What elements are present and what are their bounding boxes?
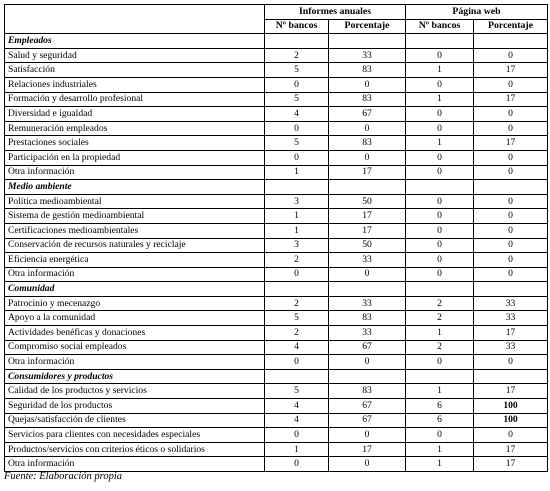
row-label: Actividades benéficas y donaciones [5,326,265,341]
header-porcentaje-web: Porcentaje [474,19,548,34]
cell-n-bancos-informes: 0 [265,428,329,443]
cell-porcentaje-web: 33 [474,296,548,311]
cell-n-bancos-web: 1 [406,384,474,399]
data-table [4,4,548,472]
cell-n-bancos-web: 0 [406,355,474,370]
row-label: Otra información [5,457,265,472]
table-row [5,457,548,472]
row-label: Certificaciones medioambientales [5,223,265,238]
cell-porcentaje-web: 17 [474,326,548,341]
cell-n-bancos-web: 0 [406,428,474,443]
section-blank-cell [406,180,474,195]
section-title: Empleados [5,34,265,49]
cell-n-bancos-informes: 0 [265,121,329,136]
cell-porcentaje-informes: 83 [329,136,406,151]
table-row [5,77,548,92]
row-label: Participación en la propiedad [5,150,265,165]
cell-n-bancos-informes: 4 [265,107,329,122]
cell-porcentaje-informes: 17 [329,165,406,180]
cell-n-bancos-informes: 2 [265,296,329,311]
cell-n-bancos-informes: 2 [265,326,329,341]
cell-porcentaje-informes: 33 [329,296,406,311]
section-blank-cell [265,180,329,195]
cell-porcentaje-web: 0 [474,223,548,238]
cell-porcentaje-web: 100 [474,399,548,414]
cell-porcentaje-informes: 33 [329,48,406,63]
cell-n-bancos-informes: 1 [265,165,329,180]
section-blank-cell [265,369,329,384]
cell-porcentaje-informes: 83 [329,63,406,78]
table-row [5,48,548,63]
cell-porcentaje-web: 0 [474,48,548,63]
table-row [5,194,548,209]
row-label: Patrocinio y mecenazgo [5,296,265,311]
row-label: Eficiencia energética [5,253,265,268]
cell-porcentaje-informes: 0 [329,428,406,443]
table-row [5,150,548,165]
cell-porcentaje-informes: 17 [329,442,406,457]
cell-porcentaje-informes: 0 [329,457,406,472]
row-label: Diversidad e igualdad [5,107,265,122]
table-row [5,428,548,443]
cell-porcentaje-informes: 0 [329,150,406,165]
section-blank-cell [329,282,406,297]
cell-porcentaje-informes: 0 [329,77,406,92]
cell-n-bancos-informes: 0 [265,457,329,472]
cell-porcentaje-informes: 33 [329,326,406,341]
section-blank-cell [329,180,406,195]
cell-porcentaje-web: 0 [474,267,548,282]
table-row [5,121,548,136]
row-label: Calidad de los productos y servicios [5,384,265,399]
cell-n-bancos-informes: 1 [265,223,329,238]
cell-porcentaje-web: 17 [474,136,548,151]
header-porcentaje-informes: Porcentaje [329,19,406,34]
cell-porcentaje-web: 0 [474,428,548,443]
section-row [5,282,548,297]
section-row [5,180,548,195]
cell-n-bancos-web: 1 [406,326,474,341]
cell-n-bancos-web: 0 [406,238,474,253]
table-row [5,223,548,238]
section-blank-cell [474,180,548,195]
table-row [5,92,548,107]
table-row [5,442,548,457]
cell-porcentaje-informes: 0 [329,267,406,282]
cell-n-bancos-web: 2 [406,340,474,355]
cell-n-bancos-informes: 1 [265,442,329,457]
section-row [5,34,548,49]
cell-porcentaje-web: 100 [474,413,548,428]
row-label: Otra información [5,165,265,180]
cell-n-bancos-informes: 2 [265,48,329,63]
cell-porcentaje-informes: 83 [329,311,406,326]
cell-n-bancos-web: 0 [406,253,474,268]
section-blank-cell [329,369,406,384]
source-note: Fuente: Elaboración propia [4,471,123,482]
cell-porcentaje-informes: 50 [329,238,406,253]
row-label: Sistema de gestión medioambiental [5,209,265,224]
section-blank-cell [474,282,548,297]
table-header [5,5,548,34]
cell-porcentaje-informes: 17 [329,209,406,224]
header-group-pagina-web: Página web [406,5,548,20]
row-label: Conservación de recursos naturales y reciclaje [5,238,265,253]
cell-n-bancos-web: 6 [406,399,474,414]
cell-n-bancos-informes: 4 [265,340,329,355]
cell-porcentaje-web: 17 [474,384,548,399]
cell-porcentaje-web: 0 [474,77,548,92]
table-row [5,267,548,282]
cell-porcentaje-informes: 0 [329,121,406,136]
cell-porcentaje-informes: 83 [329,384,406,399]
table-row [5,136,548,151]
cell-porcentaje-web: 17 [474,92,548,107]
table-row [5,311,548,326]
cell-n-bancos-web: 0 [406,223,474,238]
cell-n-bancos-web: 6 [406,413,474,428]
section-blank-cell [265,282,329,297]
cell-porcentaje-web: 0 [474,238,548,253]
cell-porcentaje-informes: 67 [329,413,406,428]
cell-porcentaje-web: 17 [474,63,548,78]
section-blank-cell [406,282,474,297]
cell-porcentaje-web: 0 [474,121,548,136]
table-row [5,413,548,428]
cell-n-bancos-informes: 2 [265,253,329,268]
cell-porcentaje-informes: 33 [329,253,406,268]
table-row [5,340,548,355]
row-label: Prestaciones sociales [5,136,265,151]
cell-porcentaje-web: 0 [474,253,548,268]
cell-n-bancos-web: 0 [406,165,474,180]
row-label: Servicios para clientes con necesidades especiales [5,428,265,443]
cell-porcentaje-informes: 67 [329,340,406,355]
row-label: Seguridad de los productos [5,399,265,414]
cell-n-bancos-informes: 0 [265,355,329,370]
cell-n-bancos-web: 0 [406,150,474,165]
cell-n-bancos-web: 1 [406,136,474,151]
table-row [5,165,548,180]
section-blank-cell [406,34,474,49]
row-label: Otra información [5,355,265,370]
row-label: Productos/servicios con criterios éticos o solidarios [5,442,265,457]
cell-n-bancos-web: 0 [406,267,474,282]
row-label: Salud y seguridad [5,48,265,63]
cell-porcentaje-informes: 67 [329,399,406,414]
cell-n-bancos-informes: 0 [265,267,329,282]
cell-porcentaje-web: 0 [474,355,548,370]
cell-n-bancos-informes: 5 [265,92,329,107]
cell-porcentaje-informes: 83 [329,92,406,107]
cell-n-bancos-informes: 5 [265,63,329,78]
row-label: Satisfacción [5,63,265,78]
cell-porcentaje-informes: 17 [329,223,406,238]
cell-n-bancos-informes: 4 [265,399,329,414]
section-blank-cell [406,369,474,384]
row-label: Apoyo a la comunidad [5,311,265,326]
cell-n-bancos-informes: 1 [265,209,329,224]
table-row [5,63,548,78]
table-row [5,253,548,268]
table-row [5,326,548,341]
row-label: Compromiso social empleados [5,340,265,355]
cell-n-bancos-web: 1 [406,63,474,78]
section-blank-cell [265,34,329,49]
cell-n-bancos-web: 0 [406,77,474,92]
cell-n-bancos-web: 0 [406,194,474,209]
cell-n-bancos-web: 1 [406,442,474,457]
section-blank-cell [474,34,548,49]
cell-porcentaje-web: 0 [474,165,548,180]
table-row [5,107,548,122]
header-blank-cell [5,5,265,34]
header-n-bancos-informes: Nº bancos [265,19,329,34]
cell-n-bancos-web: 1 [406,457,474,472]
cell-porcentaje-web: 17 [474,442,548,457]
section-title: Consumidores y productos [5,369,265,384]
cell-n-bancos-web: 2 [406,296,474,311]
cell-n-bancos-informes: 0 [265,150,329,165]
cell-n-bancos-informes: 5 [265,136,329,151]
table-row [5,209,548,224]
row-label: Política medioambiental [5,194,265,209]
row-label: Remuneración empleados [5,121,265,136]
cell-porcentaje-web: 33 [474,340,548,355]
cell-porcentaje-informes: 67 [329,107,406,122]
cell-porcentaje-web: 0 [474,194,548,209]
cell-n-bancos-web: 0 [406,48,474,63]
cell-n-bancos-web: 0 [406,107,474,122]
cell-n-bancos-web: 1 [406,92,474,107]
cell-n-bancos-web: 0 [406,121,474,136]
row-label: Otra información [5,267,265,282]
table-body [5,34,548,472]
table-row [5,355,548,370]
cell-porcentaje-web: 0 [474,209,548,224]
cell-n-bancos-informes: 5 [265,311,329,326]
cell-n-bancos-web: 0 [406,209,474,224]
cell-porcentaje-informes: 50 [329,194,406,209]
cell-n-bancos-informes: 3 [265,238,329,253]
table-row [5,296,548,311]
row-label: Relaciones industriales [5,77,265,92]
table-row [5,399,548,414]
section-title: Comunidad [5,282,265,297]
cell-porcentaje-web: 17 [474,457,548,472]
cell-porcentaje-web: 0 [474,107,548,122]
section-title: Medio ambiente [5,180,265,195]
cell-n-bancos-informes: 5 [265,384,329,399]
cell-porcentaje-web: 0 [474,150,548,165]
cell-n-bancos-web: 2 [406,311,474,326]
section-row [5,369,548,384]
cell-n-bancos-informes: 0 [265,77,329,92]
header-group-informes: Informes anuales [265,5,406,20]
table-row [5,238,548,253]
cell-n-bancos-informes: 3 [265,194,329,209]
row-label: Formación y desarrollo profesional [5,92,265,107]
cell-porcentaje-informes: 0 [329,355,406,370]
table-row [5,384,548,399]
header-n-bancos-web: Nº bancos [406,19,474,34]
section-blank-cell [474,369,548,384]
cell-porcentaje-web: 33 [474,311,548,326]
cell-n-bancos-informes: 4 [265,413,329,428]
row-label: Quejas/satisfacción de clientes [5,413,265,428]
section-blank-cell [329,34,406,49]
